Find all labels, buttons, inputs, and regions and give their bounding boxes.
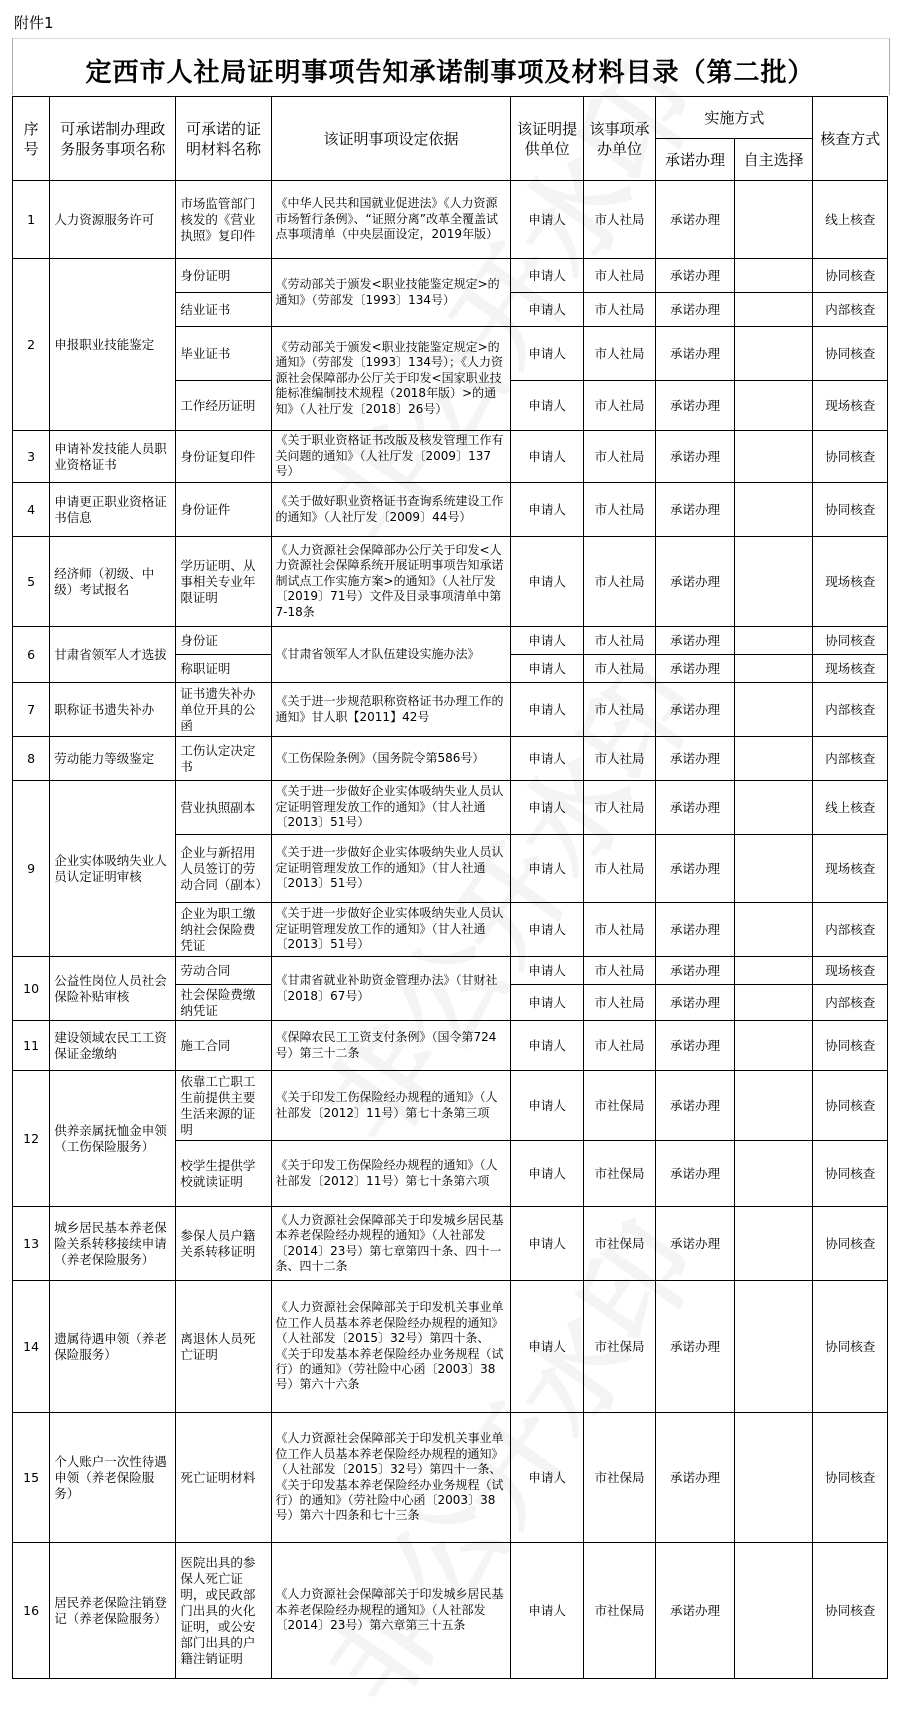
- row-verify: 现场核查: [813, 381, 888, 431]
- header-seq: 序号: [13, 97, 50, 181]
- row-item: 居民养老保险注销登记（养老保险服务）: [50, 1543, 176, 1679]
- row-material: 企业与新招用人员签订的劳动合同（副本）: [176, 835, 271, 903]
- row-basis: 《关于职业资格证书改版及核发管理工作有关问题的通知》（人社厅发〔2009〕137号）: [271, 431, 511, 483]
- row-verify: 内部核查: [813, 293, 888, 327]
- row-verify: 协同核查: [813, 327, 888, 381]
- row-self: [734, 737, 813, 781]
- row-item: 公益性岗位人员社会保险补贴审核: [50, 957, 176, 1021]
- header-impl: 实施方式: [656, 97, 813, 139]
- row-no: 3: [13, 431, 50, 483]
- row-handler: 市社保局: [583, 1141, 655, 1207]
- row-commit: 承诺办理: [656, 1207, 735, 1281]
- row-provider: 申请人: [511, 259, 583, 293]
- row-commit: 承诺办理: [656, 627, 735, 655]
- row-no: 10: [13, 957, 50, 1021]
- header-provider: 该证明提供单位: [511, 97, 583, 181]
- row-basis: 《关于做好职业资格证书查询系统建设工作的通知》（人社厅发〔2009〕44号）: [271, 483, 511, 537]
- row-provider: 申请人: [511, 1207, 583, 1281]
- row-self: [734, 1021, 813, 1071]
- row-provider: 申请人: [511, 381, 583, 431]
- row-verify: 协同核查: [813, 1281, 888, 1413]
- row-basis: 《关于进一步规范职称资格证书办理工作的通知》甘人职【2011】42号: [271, 683, 511, 737]
- row-handler: 市人社局: [583, 985, 655, 1021]
- row-verify: 现场核查: [813, 835, 888, 903]
- row-basis: 《工伤保险条例》（国务院令第586号）: [271, 737, 511, 781]
- row-provider: 申请人: [511, 1141, 583, 1207]
- row-no: 12: [13, 1071, 50, 1207]
- catalog-body: [13, 181, 888, 1679]
- row-commit: 承诺办理: [656, 655, 735, 683]
- row-handler: 市人社局: [583, 903, 655, 957]
- row-commit: 承诺办理: [656, 1413, 735, 1543]
- row-self: [734, 835, 813, 903]
- row-no: 11: [13, 1021, 50, 1071]
- row-no: 6: [13, 627, 50, 683]
- row-provider: 申请人: [511, 1071, 583, 1141]
- row-handler: 市社保局: [583, 1071, 655, 1141]
- row-item: 申请补发技能人员职业资格证书: [50, 431, 176, 483]
- row-self: [734, 1141, 813, 1207]
- row-item: 企业实体吸纳失业人员认定证明审核: [50, 781, 176, 957]
- row-handler: 市人社局: [583, 737, 655, 781]
- row-item: 人力资源服务许可: [50, 181, 176, 259]
- row-handler: 市社保局: [583, 1413, 655, 1543]
- header-basis: 该证明事项设定依据: [271, 97, 511, 181]
- row-verify: 协同核查: [813, 627, 888, 655]
- row-provider: 申请人: [511, 327, 583, 381]
- row-commit: 承诺办理: [656, 985, 735, 1021]
- row-verify: 协同核查: [813, 1071, 888, 1141]
- row-basis: 《人力资源社会保障部关于印发机关事业单位工作人员基本养老保险经办规程的通知》（人社部发〔2015〕32号）第四十条、《关于印发基本养老保险经办业务规程（试行）的通知》（劳社险中心函〔2003〕38号）第六十六条: [271, 1281, 511, 1413]
- row-handler: 市社保局: [583, 1281, 655, 1413]
- row-provider: 申请人: [511, 683, 583, 737]
- page-title: 定西市人社局证明事项告知承诺制事项及材料目录（第二批）: [85, 58, 815, 88]
- row-material: 企业为职工缴纳社会保险费凭证: [176, 903, 271, 957]
- header-verify: 核查方式: [813, 97, 888, 181]
- row-basis: 《关于进一步做好企业实体吸纳失业人员认定证明管理发放工作的通知》（甘人社通〔2013〕51号）: [271, 835, 511, 903]
- row-commit: 承诺办理: [656, 1141, 735, 1207]
- row-self: [734, 683, 813, 737]
- row-verify: 协同核查: [813, 1207, 888, 1281]
- row-basis: 《关于进一步做好企业实体吸纳失业人员认定证明管理发放工作的通知》（甘人社通〔2013〕51号）: [271, 903, 511, 957]
- row-verify: 线上核查: [813, 781, 888, 835]
- row-no: 5: [13, 537, 50, 627]
- row-handler: 市人社局: [583, 381, 655, 431]
- row-commit: 承诺办理: [656, 537, 735, 627]
- row-self: [734, 655, 813, 683]
- row-material: 社会保险费缴纳凭证: [176, 985, 271, 1021]
- row-material: 身份证明: [176, 259, 271, 293]
- row-commit: 承诺办理: [656, 737, 735, 781]
- row-handler: 市人社局: [583, 655, 655, 683]
- header-handler: 该事项承办单位: [583, 97, 655, 181]
- header-item: 可承诺制办理政务服务事项名称: [50, 97, 176, 181]
- row-commit: 承诺办理: [656, 181, 735, 259]
- row-verify: 现场核查: [813, 537, 888, 627]
- row-no: 9: [13, 781, 50, 957]
- row-self: [734, 259, 813, 293]
- row-commit: 承诺办理: [656, 381, 735, 431]
- row-commit: 承诺办理: [656, 259, 735, 293]
- row-commit: 承诺办理: [656, 293, 735, 327]
- row-provider: 申请人: [511, 903, 583, 957]
- row-material: 医院出具的参保人死亡证明，或民政部门出具的火化证明，或公安部门出具的户籍注销证明: [176, 1543, 271, 1679]
- row-no: 1: [13, 181, 50, 259]
- row-no: 13: [13, 1207, 50, 1281]
- row-self: [734, 483, 813, 537]
- row-material: 校学生提供学校就读证明: [176, 1141, 271, 1207]
- row-verify: 协同核查: [813, 431, 888, 483]
- row-self: [734, 781, 813, 835]
- row-provider: 申请人: [511, 835, 583, 903]
- row-provider: 申请人: [511, 957, 583, 985]
- row-handler: 市人社局: [583, 181, 655, 259]
- row-handler: 市人社局: [583, 1021, 655, 1071]
- row-basis: 《甘肃省领军人才队伍建设实施办法》: [271, 627, 511, 683]
- row-handler: 市社保局: [583, 1207, 655, 1281]
- row-item: 城乡居民基本养老保险关系转移接续申请（养老保险服务）: [50, 1207, 176, 1281]
- row-verify: 协同核查: [813, 483, 888, 537]
- row-self: [734, 381, 813, 431]
- row-verify: 现场核查: [813, 957, 888, 985]
- row-material: 称职证明: [176, 655, 271, 683]
- header-impl-self: 自主选择: [734, 139, 813, 181]
- row-verify: 内部核查: [813, 737, 888, 781]
- row-basis: 《劳动部关于颁发<职业技能鉴定规定>的通知》（劳部发〔1993〕134号）；《人力资源社会保障部办公厅关于印发<国家职业技能标准编制技术规程（2018年版）>的通知》（人社厅发〔2018〕26号）: [271, 327, 511, 431]
- row-material: 结业证书: [176, 293, 271, 327]
- row-commit: 承诺办理: [656, 957, 735, 985]
- row-provider: 申请人: [511, 431, 583, 483]
- attachment-label: 附件1: [14, 14, 54, 32]
- row-provider: 申请人: [511, 1413, 583, 1543]
- row-handler: 市人社局: [583, 683, 655, 737]
- row-basis: 《人力资源社会保障部办公厅关于印发<人力资源社会保障系统开展证明事项告知承诺制试点工作实施方案>的通知》（人社厅发〔2019〕71号）文件及目录事项清单中第7-18条: [271, 537, 511, 627]
- row-self: [734, 1413, 813, 1543]
- row-handler: 市人社局: [583, 781, 655, 835]
- row-self: [734, 537, 813, 627]
- row-item: 申请更正职业资格证书信息: [50, 483, 176, 537]
- row-commit: 承诺办理: [656, 1543, 735, 1679]
- row-verify: 内部核查: [813, 985, 888, 1021]
- row-item: 个人账户一次性待遇申领（养老保险服务）: [50, 1413, 176, 1543]
- row-provider: 申请人: [511, 537, 583, 627]
- row-commit: 承诺办理: [656, 483, 735, 537]
- row-provider: 申请人: [511, 293, 583, 327]
- row-self: [734, 627, 813, 655]
- row-commit: 承诺办理: [656, 781, 735, 835]
- row-no: 15: [13, 1413, 50, 1543]
- row-no: 14: [13, 1281, 50, 1413]
- row-commit: 承诺办理: [656, 327, 735, 381]
- row-basis: 《关于进一步做好企业实体吸纳失业人员认定证明管理发放工作的通知》（甘人社通〔2013〕51号）: [271, 781, 511, 835]
- row-verify: 现场核查: [813, 655, 888, 683]
- row-no: 7: [13, 683, 50, 737]
- row-basis: 《人力资源社会保障部关于印发城乡居民基本养老保险经办规程的通知》（人社部发〔2014〕23号）第六章第三十五条: [271, 1543, 511, 1679]
- row-basis: 《中华人民共和国就业促进法》《人力资源市场暂行条例》、“证照分离”改革全覆盖试点事项清单（中央层面设定，2019年版）: [271, 181, 511, 259]
- header-impl-commit: 承诺办理: [656, 139, 735, 181]
- row-material: 参保人员户籍关系转移证明: [176, 1207, 271, 1281]
- row-no: 16: [13, 1543, 50, 1679]
- row-basis: 《劳动部关于颁发<职业技能鉴定规定>的通知》（劳部发〔1993〕134号）: [271, 259, 511, 327]
- row-commit: 承诺办理: [656, 903, 735, 957]
- row-commit: 承诺办理: [656, 1281, 735, 1413]
- row-verify: 内部核查: [813, 683, 888, 737]
- row-item: 遗属待遇申领（养老保险服务）: [50, 1281, 176, 1413]
- row-basis: 《人力资源社会保障部关于印发城乡居民基本养老保险经办规程的通知》（人社部发〔2014〕23号）第七章第四十条、四十一条、四十二条: [271, 1207, 511, 1281]
- row-provider: 申请人: [511, 985, 583, 1021]
- row-verify: 协同核查: [813, 1543, 888, 1679]
- row-handler: 市社保局: [583, 1543, 655, 1679]
- row-basis: 《人力资源社会保障部关于印发机关事业单位工作人员基本养老保险经办规程的通知》（人社部发〔2015〕32号）第四十一条、《关于印发基本养老保险经办业务规程（试行）的通知》（劳社险中心函〔2003〕38号）第六十四条和七十三条: [271, 1413, 511, 1543]
- row-material: 证书遗失补办单位开具的公函: [176, 683, 271, 737]
- row-provider: 申请人: [511, 655, 583, 683]
- row-material: 工伤认定决定书: [176, 737, 271, 781]
- row-commit: 承诺办理: [656, 683, 735, 737]
- row-material: 身份证复印件: [176, 431, 271, 483]
- row-handler: 市人社局: [583, 293, 655, 327]
- header-material: 可承诺的证明材料名称: [176, 97, 271, 181]
- row-commit: 承诺办理: [656, 431, 735, 483]
- row-item: 劳动能力等级鉴定: [50, 737, 176, 781]
- row-self: [734, 181, 813, 259]
- row-material: 施工合同: [176, 1021, 271, 1071]
- row-verify: 协同核查: [813, 1413, 888, 1543]
- row-item: 申报职业技能鉴定: [50, 259, 176, 431]
- row-verify: 内部核查: [813, 903, 888, 957]
- row-material: 依靠工亡职工生前提供主要生活来源的证明: [176, 1071, 271, 1141]
- row-material: 工作经历证明: [176, 381, 271, 431]
- row-material: 毕业证书: [176, 327, 271, 381]
- row-verify: 协同核查: [813, 1141, 888, 1207]
- row-item: 职称证书遗失补办: [50, 683, 176, 737]
- row-provider: 申请人: [511, 781, 583, 835]
- row-self: [734, 1207, 813, 1281]
- row-basis: 《关于印发工伤保险经办规程的通知》（人社部发〔2012〕11号）第七十条第三项: [271, 1071, 511, 1141]
- row-self: [734, 327, 813, 381]
- row-verify: 协同核查: [813, 1021, 888, 1071]
- row-verify: 协同核查: [813, 259, 888, 293]
- row-no: 2: [13, 259, 50, 431]
- row-self: [734, 903, 813, 957]
- row-verify: 线上核查: [813, 181, 888, 259]
- row-material: 营业执照副本: [176, 781, 271, 835]
- row-handler: 市人社局: [583, 627, 655, 655]
- row-basis: 《保障农民工工资支付条例》（国令第724号）第三十二条: [271, 1021, 511, 1071]
- row-handler: 市人社局: [583, 957, 655, 985]
- row-provider: 申请人: [511, 1543, 583, 1679]
- row-provider: 申请人: [511, 1281, 583, 1413]
- row-item: 经济师（初级、中级）考试报名: [50, 537, 176, 627]
- row-commit: 承诺办理: [656, 835, 735, 903]
- row-self: [734, 1071, 813, 1141]
- row-provider: 申请人: [511, 181, 583, 259]
- row-self: [734, 957, 813, 985]
- row-material: 市场监管部门核发的《营业执照》复印件: [176, 181, 271, 259]
- row-handler: 市人社局: [583, 327, 655, 381]
- row-item: 建设领域农民工工资保证金缴纳: [50, 1021, 176, 1071]
- row-handler: 市人社局: [583, 537, 655, 627]
- row-provider: 申请人: [511, 1021, 583, 1071]
- row-handler: 市人社局: [583, 431, 655, 483]
- row-provider: 申请人: [511, 737, 583, 781]
- row-material: 学历证明、从事相关专业年限证明: [176, 537, 271, 627]
- row-self: [734, 1543, 813, 1679]
- catalog-table: [12, 96, 888, 1679]
- row-provider: 申请人: [511, 627, 583, 655]
- row-item: 甘肃省领军人才选拔: [50, 627, 176, 683]
- row-handler: 市人社局: [583, 259, 655, 293]
- row-commit: 承诺办理: [656, 1071, 735, 1141]
- row-material: 离退休人员死亡证明: [176, 1281, 271, 1413]
- row-basis: 《关于印发工伤保险经办规程的通知》（人社部发〔2012〕11号）第七十条第六项: [271, 1141, 511, 1207]
- row-provider: 申请人: [511, 483, 583, 537]
- row-material: 身份证件: [176, 483, 271, 537]
- row-material: 死亡证明材料: [176, 1413, 271, 1543]
- row-self: [734, 985, 813, 1021]
- row-no: 8: [13, 737, 50, 781]
- row-item: 供养亲属抚恤金申领（工伤保险服务）: [50, 1071, 176, 1207]
- row-commit: 承诺办理: [656, 1021, 735, 1071]
- row-material: 劳动合同: [176, 957, 271, 985]
- row-handler: 市人社局: [583, 483, 655, 537]
- row-self: [734, 431, 813, 483]
- row-self: [734, 293, 813, 327]
- row-handler: 市人社局: [583, 835, 655, 903]
- row-basis: 《甘肃省就业补助资金管理办法》（甘财社〔2018〕67号）: [271, 957, 511, 1021]
- row-no: 4: [13, 483, 50, 537]
- row-material: 身份证: [176, 627, 271, 655]
- row-self: [734, 1281, 813, 1413]
